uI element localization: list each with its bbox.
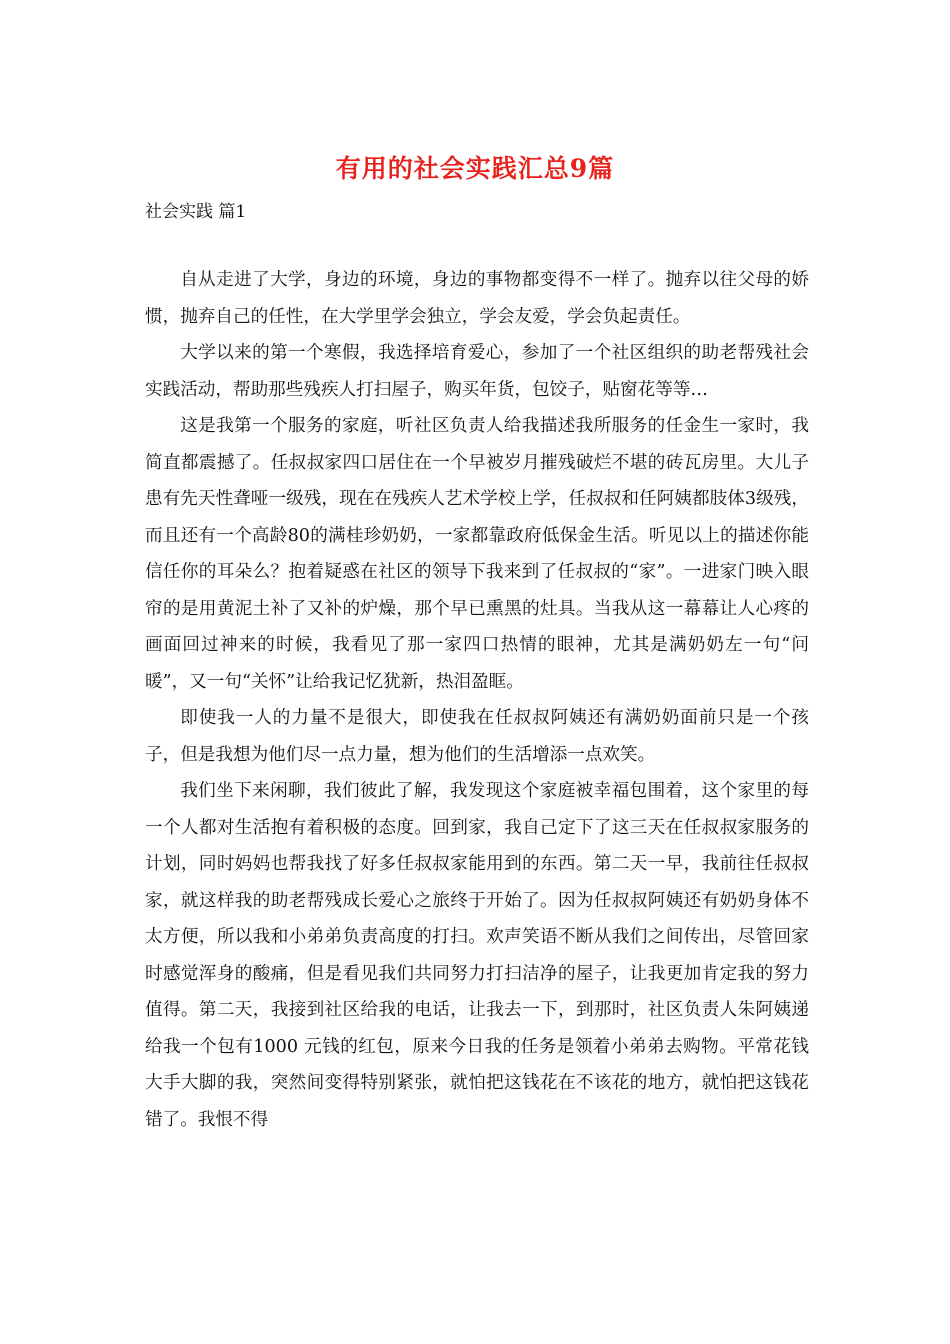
section-heading: 社会实践 篇1 bbox=[145, 202, 247, 222]
paragraph-2: 大学以来的第一个寒假，我选择培育爱心，参加了一个社区组织的助老帮残社会实践活动，帮助那些残疾人打扫屋子，购买年货，包饺子，贴窗花等等… bbox=[145, 343, 809, 400]
document-title: 有用的社会实践汇总9篇 bbox=[335, 154, 615, 183]
paragraph-5: 我们坐下来闲聊，我们彼此了解，我发现这个家庭被幸福包围着，这个家里的每一个人都对生活抱有着积极的态度。回到家，我自己定下了这三天在任叔叔家服务的计划，同时妈妈也帮我找了好多任叔叔家能用到的东西。第二天一早，我前往任叔叔家，就这样我的助老帮残成长爱心之旅终于开始了。因为任叔叔阿姨还有奶奶身体不太方便，所以我和小弟弟负责高度的打扫。欢声笑语不断从我们之间传出，尽管回家时感觉浑身的酸痛，但是看见我们共同努力打扫洁净的屋子，让我更加肯定我的努力值得。第二天，我接到社区给我的电话，让我去一下，到那时，社区负责人朱阿姨递给我一个包有1000 元钱的红包，原来今日我的任务是领着小弟弟去购物。平常花钱大手大脚的我，突然间变得特别紧张，就怕把这钱花在不该花的地方，就怕把这钱花错了。我恨不得 bbox=[145, 781, 809, 1130]
body-text bbox=[145, 262, 809, 1138]
paragraph-3: 这是我第一个服务的家庭，听社区负责人给我描述我所服务的任金生一家时，我简直都震撼了。任叔叔家四口居住在一个早被岁月摧残破烂不堪的砖瓦房里。大儿子患有先天性聋哑一级残，现在在残疾人艺术学校上学，任叔叔和任阿姨都肢体3级残，而且还有一个高龄80的满桂珍奶奶，一家都靠政府低保金生活。听见以上的描述你能信任你的耳朵么？抱着疑惑在社区的领导下我来到了任叔叔的“家”。一进家门映入眼帘的是用黄泥土补了又补的炉燥，那个早已熏黑的灶具。当我从这一幕幕让人心疼的画面回过神来的时候，我看见了那一家四口热情的眼神，尤其是满奶奶左一句“问暖”，又一句“关怀”让给我记忆犹新，热泪盈眶。 bbox=[145, 416, 809, 692]
paragraph-4: 即使我一人的力量不是很大，即使我在任叔叔阿姨还有满奶奶面前只是一个孩子，但是我想为他们尽一点力量，想为他们的生活增添一点欢笑。 bbox=[145, 708, 809, 765]
paragraph-1: 自从走进了大学，身边的环境，身边的事物都变得不一样了。抛弃以往父母的娇惯，抛弃自己的任性，在大学里学会独立，学会友爱，学会负起责任。 bbox=[145, 270, 809, 327]
